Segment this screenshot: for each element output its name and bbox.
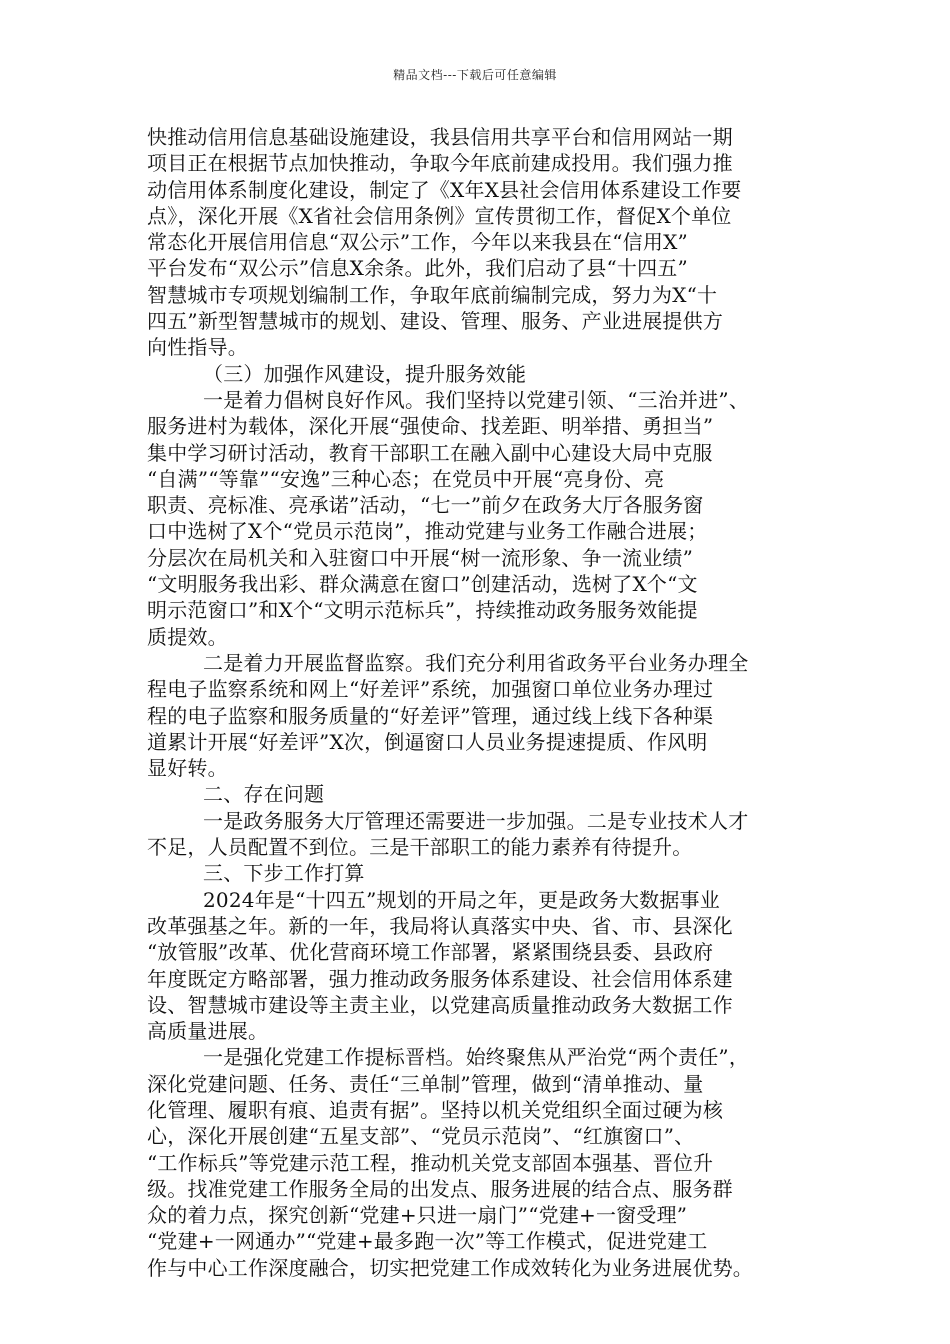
text-line: 项目正在根据节点加快推动，争取今年底前建成投用。我们强力推 xyxy=(147,151,733,176)
paragraph-start: 二是着力开展监督监察。我们充分利用省政务平台业务办理全 xyxy=(203,650,749,675)
text-line: 分层次在局机关和入驻窗口中开展“树一流形象、争一流业绩” xyxy=(147,545,694,570)
text-line: 服务进村为载体，深化开展“强使命、找差距、明举措、勇担当” xyxy=(147,414,714,439)
text-line: “党建+一网通办”“党建+最多跑一次”等工作模式，促进党建工 xyxy=(147,1229,708,1254)
text-line: “文明服务我出彩、群众满意在窗口”创建活动，选树了X个“文 xyxy=(147,572,698,597)
text-line: 职责、亮标准、亮承诺”活动，“七一”前夕在政务大厅各服务窗 xyxy=(147,493,704,518)
text-line: 明示范窗口”和X个“文明示范标兵”，持续推动政务服务效能提 xyxy=(147,598,698,623)
text-line: 众的着力点，探究创新“党建+只进一扇门”“党建+一窗受理” xyxy=(147,1203,688,1228)
text-line: 程的电子监察和服务质量的“好差评”管理，通过线上线下各种渠 xyxy=(147,703,714,728)
text-line: “工作标兵”等党建示范工程，推动机关党支部固本强基、晋位升 xyxy=(147,1150,714,1175)
text-line: 程电子监察系统和网上“好差评”系统，加强窗口单位业务办理过 xyxy=(147,677,714,702)
text-line: 智慧城市专项规划编制工作，争取年底前编制完成，努力为X“十 xyxy=(147,282,718,307)
text-line: 心，深化开展创建“五星支部”、“党员示范岗”、“红旗窗口”、 xyxy=(147,1124,695,1149)
text-line: 高质量进展。 xyxy=(147,1019,269,1044)
text-line: 改革强基之年。新的一年，我局将认真落实中央、省、市、县深化 xyxy=(147,913,733,938)
text-line: 化管理、履职有痕、追责有据”。坚持以机关党组织全面过硬为核 xyxy=(147,1097,724,1122)
text-line: 作与中心工作深度融合，切实把党建工作成效转化为业务进展优势。 xyxy=(147,1255,753,1280)
text-line: 道累计开展“好差评”X次，倒逼窗口人员业务提速提质、作风明 xyxy=(147,729,708,754)
text-line: 向性指导。 xyxy=(147,335,248,360)
text-line: 快推动信用信息基础设施建设，我县信用共享平台和信用网站一期 xyxy=(147,125,733,149)
text-line: 质提效。 xyxy=(147,624,228,649)
paragraph-start: 2024年是“十四五”规划的开局之年，更是政务大数据事业 xyxy=(203,887,720,912)
text-line: 平台发布“双公示”信息X余条。此外，我们启动了县“十四五” xyxy=(147,256,688,281)
text-line: “自满”“等靠”“安逸”三种心态；在党员中开展“亮身份、亮 xyxy=(147,466,665,491)
text-line: 不足，人员配置不到位。三是干部职工的能力素养有待提升。 xyxy=(147,835,693,860)
section-heading: （三）加强作风建设，提升服务效能 xyxy=(203,361,527,386)
text-line: 点》，深化开展《X省社会信用条例》宣传贯彻工作，督促X个单位 xyxy=(147,203,732,228)
document-body xyxy=(147,124,812,1281)
paragraph-start: 一是着力倡树良好作风。我们坚持以党建引领、“三治并进”、 xyxy=(203,387,750,412)
text-line: 年度既定方略部署，强力推动政务服务体系建设、社会信用体系建 xyxy=(147,966,733,991)
text-line: 四五”新型智慧城市的规划、建设、管理、服务、产业进展提供方 xyxy=(147,309,724,334)
text-line: 显好转。 xyxy=(147,756,228,781)
text-line: 设、智慧城市建设等主责主业，以党建高质量推动政务大数据工作 xyxy=(147,992,733,1017)
text-line: “放管服”改革、优化营商环境工作部署，紧紧围绕县委、县政府 xyxy=(147,940,714,965)
text-line: 常态化开展信用信息“双公示”工作，今年以来我县在“信用X” xyxy=(147,230,688,255)
text-line: 口中选树了X个“党员示范岗”，推动党建与业务工作融合进展； xyxy=(147,519,708,544)
page-header: 精品文档---下载后可任意编辑 xyxy=(393,68,557,82)
section-heading: 三、下步工作打算 xyxy=(203,861,365,886)
text-line: 动信用体系制度化建设，制定了《X年X县社会信用体系建设工作要 xyxy=(147,177,742,202)
paragraph-start: 一是强化党建工作提标晋档。始终聚焦从严治党“两个责任”， xyxy=(203,1045,750,1070)
text-line: 集中学习研讨活动，教育干部职工在融入副中心建设大局中克服 xyxy=(147,440,713,465)
text-line: 深化党建问题、任务、责任“三单制”管理，做到“清单推动、量 xyxy=(147,1071,704,1096)
text-line: 级。找准党建工作服务全局的出发点、服务进展的结合点、服务群 xyxy=(147,1176,733,1201)
paragraph-start: 一是政务服务大厅管理还需要进一步加强。二是专业技术人才 xyxy=(203,808,749,833)
section-heading: 二、存在问题 xyxy=(203,782,325,807)
